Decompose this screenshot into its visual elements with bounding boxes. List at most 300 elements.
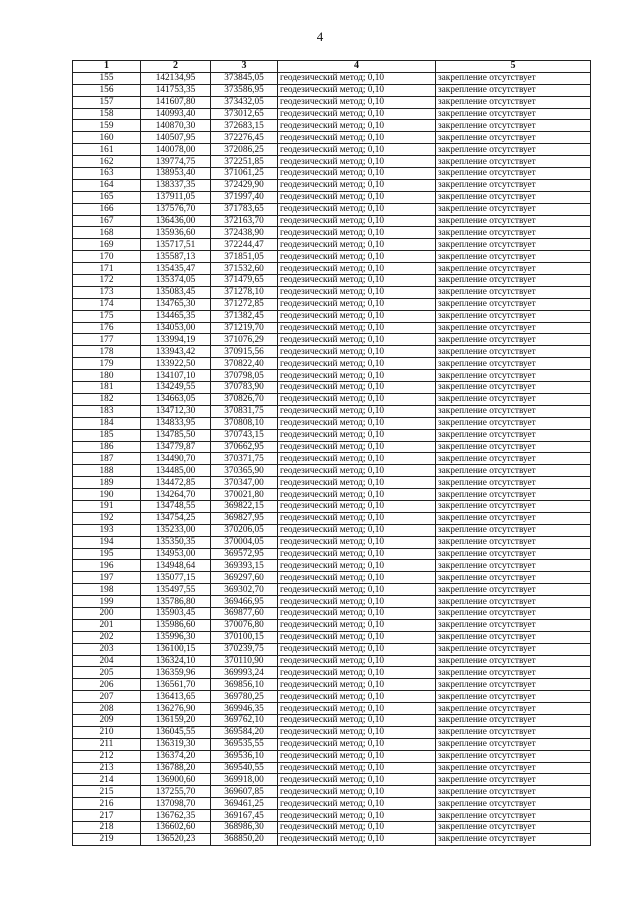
y-coordinate-cell: 369167,45	[211, 810, 278, 822]
point-number-cell: 218	[73, 822, 141, 834]
point-number-cell: 206	[73, 679, 141, 691]
method-cell: геодезический метод; 0,10	[278, 203, 436, 215]
method-cell: геодезический метод; 0,10	[278, 108, 436, 120]
method-cell: геодезический метод; 0,10	[278, 72, 436, 84]
description-cell: закрепление отсутствует	[436, 286, 591, 298]
table-row	[73, 108, 591, 120]
description-cell: закрепление отсутствует	[436, 489, 591, 501]
description-cell: закрепление отсутствует	[436, 334, 591, 346]
y-coordinate-cell: 369822,15	[211, 500, 278, 512]
y-coordinate-cell: 369466,95	[211, 596, 278, 608]
description-cell: закрепление отсутствует	[436, 441, 591, 453]
point-number-cell: 169	[73, 239, 141, 251]
y-coordinate-cell: 370371,75	[211, 453, 278, 465]
table-row	[73, 168, 591, 180]
table-row	[73, 84, 591, 96]
point-number-cell: 178	[73, 346, 141, 358]
table-row	[73, 536, 591, 548]
description-cell: закрепление отсутствует	[436, 786, 591, 798]
method-cell: геодезический метод; 0,10	[278, 429, 436, 441]
description-cell: закрепление отсутствует	[436, 607, 591, 619]
table-row	[73, 750, 591, 762]
header-col-4: 4	[278, 61, 436, 73]
x-coordinate-cell: 135587,13	[141, 251, 211, 263]
method-cell: геодезический метод; 0,10	[278, 239, 436, 251]
table-row	[73, 263, 591, 275]
table-row	[73, 310, 591, 322]
y-coordinate-cell: 371997,40	[211, 191, 278, 203]
table-row	[73, 667, 591, 679]
y-coordinate-cell: 372244,47	[211, 239, 278, 251]
x-coordinate-cell: 136324,10	[141, 655, 211, 667]
description-cell: закрепление отсутствует	[436, 691, 591, 703]
point-number-cell: 194	[73, 536, 141, 548]
method-cell: геодезический метод; 0,10	[278, 738, 436, 750]
method-cell: геодезический метод; 0,10	[278, 298, 436, 310]
description-cell: закрепление отсутствует	[436, 227, 591, 239]
x-coordinate-cell: 134053,00	[141, 322, 211, 334]
point-number-cell: 204	[73, 655, 141, 667]
point-number-cell: 157	[73, 96, 141, 108]
method-cell: геодезический метод; 0,10	[278, 489, 436, 501]
method-cell: геодезический метод; 0,10	[278, 607, 436, 619]
x-coordinate-cell: 136561,70	[141, 679, 211, 691]
x-coordinate-cell: 134748,55	[141, 500, 211, 512]
y-coordinate-cell: 369856,10	[211, 679, 278, 691]
method-cell: геодезический метод; 0,10	[278, 215, 436, 227]
x-coordinate-cell: 136319,30	[141, 738, 211, 750]
table-row	[73, 441, 591, 453]
y-coordinate-cell: 369780,25	[211, 691, 278, 703]
method-cell: геодезический метод; 0,10	[278, 382, 436, 394]
table-header	[73, 61, 591, 73]
table-row	[73, 774, 591, 786]
y-coordinate-cell: 371532,60	[211, 263, 278, 275]
y-coordinate-cell: 369572,95	[211, 548, 278, 560]
description-cell: закрепление отсутствует	[436, 84, 591, 96]
table-row	[73, 810, 591, 822]
point-number-cell: 177	[73, 334, 141, 346]
description-cell: закрепление отсутствует	[436, 560, 591, 572]
y-coordinate-cell: 369946,35	[211, 703, 278, 715]
point-number-cell: 195	[73, 548, 141, 560]
method-cell: геодезический метод; 0,10	[278, 263, 436, 275]
description-cell: закрепление отсутствует	[436, 524, 591, 536]
method-cell: геодезический метод; 0,10	[278, 84, 436, 96]
method-cell: геодезический метод; 0,10	[278, 572, 436, 584]
y-coordinate-cell: 369393,15	[211, 560, 278, 572]
description-cell: закрепление отсутствует	[436, 275, 591, 287]
method-cell: геодезический метод; 0,10	[278, 393, 436, 405]
y-coordinate-cell: 372086,25	[211, 144, 278, 156]
method-cell: геодезический метод; 0,10	[278, 132, 436, 144]
x-coordinate-cell: 135435,47	[141, 263, 211, 275]
table-row	[73, 560, 591, 572]
y-coordinate-cell: 369584,20	[211, 726, 278, 738]
description-cell: закрепление отсутствует	[436, 358, 591, 370]
method-cell: геодезический метод; 0,10	[278, 512, 436, 524]
method-cell: геодезический метод; 0,10	[278, 251, 436, 263]
y-coordinate-cell: 368850,20	[211, 833, 278, 845]
method-cell: геодезический метод; 0,10	[278, 703, 436, 715]
y-coordinate-cell: 370822,40	[211, 358, 278, 370]
table-row	[73, 822, 591, 834]
x-coordinate-cell: 134249,55	[141, 382, 211, 394]
description-cell: закрепление отсутствует	[436, 726, 591, 738]
table-row	[73, 524, 591, 536]
y-coordinate-cell: 370915,56	[211, 346, 278, 358]
description-cell: закрепление отсутствует	[436, 548, 591, 560]
method-cell: геодезический метод; 0,10	[278, 275, 436, 287]
table-row	[73, 714, 591, 726]
method-cell: геодезический метод; 0,10	[278, 667, 436, 679]
y-coordinate-cell: 370831,75	[211, 405, 278, 417]
method-cell: геодезический метод; 0,10	[278, 286, 436, 298]
description-cell: закрепление отсутствует	[436, 714, 591, 726]
method-cell: геодезический метод; 0,10	[278, 798, 436, 810]
description-cell: закрепление отсутствует	[436, 453, 591, 465]
point-number-cell: 167	[73, 215, 141, 227]
table-row	[73, 548, 591, 560]
x-coordinate-cell: 138337,35	[141, 179, 211, 191]
x-coordinate-cell: 136436,00	[141, 215, 211, 227]
point-number-cell: 210	[73, 726, 141, 738]
y-coordinate-cell: 373586,95	[211, 84, 278, 96]
x-coordinate-cell: 134264,70	[141, 489, 211, 501]
method-cell: геодезический метод; 0,10	[278, 762, 436, 774]
y-coordinate-cell: 368986,30	[211, 822, 278, 834]
description-cell: закрепление отсутствует	[436, 619, 591, 631]
point-number-cell: 216	[73, 798, 141, 810]
description-cell: закрепление отсутствует	[436, 179, 591, 191]
x-coordinate-cell: 136374,20	[141, 750, 211, 762]
point-number-cell: 171	[73, 263, 141, 275]
description-cell: закрепление отсутствует	[436, 429, 591, 441]
y-coordinate-cell: 369993,24	[211, 667, 278, 679]
method-cell: геодезический метод; 0,10	[278, 453, 436, 465]
method-cell: геодезический метод; 0,10	[278, 500, 436, 512]
table-row	[73, 227, 591, 239]
description-cell: закрепление отсутствует	[436, 679, 591, 691]
x-coordinate-cell: 136762,35	[141, 810, 211, 822]
method-cell: геодезический метод; 0,10	[278, 619, 436, 631]
table-row	[73, 703, 591, 715]
table-row	[73, 417, 591, 429]
description-cell: закрепление отсутствует	[436, 346, 591, 358]
table-row	[73, 120, 591, 132]
description-cell: закрепление отсутствует	[436, 156, 591, 168]
x-coordinate-cell: 137098,70	[141, 798, 211, 810]
header-col-5: 5	[436, 61, 591, 73]
description-cell: закрепление отсутствует	[436, 108, 591, 120]
table-row	[73, 619, 591, 631]
description-cell: закрепление отсутствует	[436, 596, 591, 608]
point-number-cell: 185	[73, 429, 141, 441]
y-coordinate-cell: 371783,65	[211, 203, 278, 215]
x-coordinate-cell: 140870,30	[141, 120, 211, 132]
point-number-cell: 174	[73, 298, 141, 310]
point-number-cell: 161	[73, 144, 141, 156]
table-row	[73, 762, 591, 774]
x-coordinate-cell: 137911,05	[141, 191, 211, 203]
method-cell: геодезический метод; 0,10	[278, 370, 436, 382]
x-coordinate-cell: 136045,55	[141, 726, 211, 738]
method-cell: геодезический метод; 0,10	[278, 560, 436, 572]
method-cell: геодезический метод; 0,10	[278, 227, 436, 239]
method-cell: геодезический метод; 0,10	[278, 548, 436, 560]
description-cell: закрепление отсутствует	[436, 822, 591, 834]
method-cell: геодезический метод; 0,10	[278, 643, 436, 655]
header-col-1: 1	[73, 61, 141, 73]
table-row	[73, 631, 591, 643]
y-coordinate-cell: 370826,70	[211, 393, 278, 405]
description-cell: закрепление отсутствует	[436, 382, 591, 394]
y-coordinate-cell: 371076,29	[211, 334, 278, 346]
y-coordinate-cell: 369918,00	[211, 774, 278, 786]
table-row	[73, 239, 591, 251]
point-number-cell: 168	[73, 227, 141, 239]
table-row	[73, 179, 591, 191]
y-coordinate-cell: 373845,05	[211, 72, 278, 84]
point-number-cell: 199	[73, 596, 141, 608]
point-number-cell: 156	[73, 84, 141, 96]
point-number-cell: 202	[73, 631, 141, 643]
x-coordinate-cell: 134465,35	[141, 310, 211, 322]
x-coordinate-cell: 133922,50	[141, 358, 211, 370]
y-coordinate-cell: 372251,85	[211, 156, 278, 168]
description-cell: закрепление отсутствует	[436, 750, 591, 762]
table-row	[73, 203, 591, 215]
table-row	[73, 156, 591, 168]
x-coordinate-cell: 134485,00	[141, 465, 211, 477]
point-number-cell: 203	[73, 643, 141, 655]
description-cell: закрепление отсутствует	[436, 168, 591, 180]
description-cell: закрепление отсутствует	[436, 500, 591, 512]
point-number-cell: 186	[73, 441, 141, 453]
y-coordinate-cell: 373012,65	[211, 108, 278, 120]
table-row	[73, 833, 591, 845]
description-cell: закрепление отсутствует	[436, 120, 591, 132]
y-coordinate-cell: 369827,95	[211, 512, 278, 524]
x-coordinate-cell: 136359,96	[141, 667, 211, 679]
description-cell: закрепление отсутствует	[436, 477, 591, 489]
table-row	[73, 191, 591, 203]
y-coordinate-cell: 370662,95	[211, 441, 278, 453]
y-coordinate-cell: 370076,80	[211, 619, 278, 631]
table-row	[73, 512, 591, 524]
x-coordinate-cell: 136520,23	[141, 833, 211, 845]
x-coordinate-cell: 135717,51	[141, 239, 211, 251]
point-number-cell: 158	[73, 108, 141, 120]
x-coordinate-cell: 136159,20	[141, 714, 211, 726]
point-number-cell: 165	[73, 191, 141, 203]
x-coordinate-cell: 134833,95	[141, 417, 211, 429]
method-cell: геодезический метод; 0,10	[278, 750, 436, 762]
method-cell: геодезический метод; 0,10	[278, 833, 436, 845]
description-cell: закрепление отсутствует	[436, 810, 591, 822]
point-number-cell: 205	[73, 667, 141, 679]
x-coordinate-cell: 137576,70	[141, 203, 211, 215]
point-number-cell: 213	[73, 762, 141, 774]
table-row	[73, 798, 591, 810]
table-row	[73, 477, 591, 489]
table-row	[73, 584, 591, 596]
description-cell: закрепление отсутствует	[436, 572, 591, 584]
coordinates-table	[72, 60, 591, 846]
description-cell: закрепление отсутствует	[436, 239, 591, 251]
point-number-cell: 183	[73, 405, 141, 417]
point-number-cell: 193	[73, 524, 141, 536]
method-cell: геодезический метод; 0,10	[278, 465, 436, 477]
table-body	[73, 72, 591, 845]
y-coordinate-cell: 370021,80	[211, 489, 278, 501]
method-cell: геодезический метод; 0,10	[278, 524, 436, 536]
description-cell: закрепление отсутствует	[436, 263, 591, 275]
description-cell: закрепление отсутствует	[436, 310, 591, 322]
table-row	[73, 572, 591, 584]
table-row	[73, 453, 591, 465]
x-coordinate-cell: 140993,40	[141, 108, 211, 120]
point-number-cell: 155	[73, 72, 141, 84]
table-row	[73, 72, 591, 84]
y-coordinate-cell: 371382,45	[211, 310, 278, 322]
method-cell: геодезический метод; 0,10	[278, 584, 436, 596]
method-cell: геодезический метод; 0,10	[278, 536, 436, 548]
method-cell: геодезический метод; 0,10	[278, 144, 436, 156]
description-cell: закрепление отсутствует	[436, 762, 591, 774]
method-cell: геодезический метод; 0,10	[278, 774, 436, 786]
x-coordinate-cell: 134490,70	[141, 453, 211, 465]
description-cell: закрепление отсутствует	[436, 203, 591, 215]
x-coordinate-cell: 136602,60	[141, 822, 211, 834]
point-number-cell: 192	[73, 512, 141, 524]
description-cell: закрепление отсутствует	[436, 655, 591, 667]
point-number-cell: 207	[73, 691, 141, 703]
point-number-cell: 180	[73, 370, 141, 382]
y-coordinate-cell: 370783,90	[211, 382, 278, 394]
x-coordinate-cell: 141607,80	[141, 96, 211, 108]
description-cell: закрепление отсутствует	[436, 667, 591, 679]
table-row	[73, 489, 591, 501]
y-coordinate-cell: 371479,65	[211, 275, 278, 287]
description-cell: закрепление отсутствует	[436, 191, 591, 203]
method-cell: геодезический метод; 0,10	[278, 346, 436, 358]
table-row	[73, 465, 591, 477]
point-number-cell: 160	[73, 132, 141, 144]
y-coordinate-cell: 370004,05	[211, 536, 278, 548]
description-cell: закрепление отсутствует	[436, 798, 591, 810]
x-coordinate-cell: 141753,35	[141, 84, 211, 96]
x-coordinate-cell: 133994,19	[141, 334, 211, 346]
x-coordinate-cell: 135903,45	[141, 607, 211, 619]
page-number: 4	[316, 29, 324, 44]
description-cell: закрепление отсутствует	[436, 833, 591, 845]
point-number-cell: 172	[73, 275, 141, 287]
y-coordinate-cell: 369461,25	[211, 798, 278, 810]
method-cell: геодезический метод; 0,10	[278, 810, 436, 822]
description-cell: закрепление отсутствует	[436, 584, 591, 596]
x-coordinate-cell: 140507,95	[141, 132, 211, 144]
table-row	[73, 322, 591, 334]
description-cell: закрепление отсутствует	[436, 512, 591, 524]
table-row	[73, 643, 591, 655]
x-coordinate-cell: 134785,50	[141, 429, 211, 441]
point-number-cell: 212	[73, 750, 141, 762]
point-number-cell: 166	[73, 203, 141, 215]
x-coordinate-cell: 138953,40	[141, 168, 211, 180]
y-coordinate-cell: 372683,15	[211, 120, 278, 132]
table-row	[73, 275, 591, 287]
description-cell: закрепление отсутствует	[436, 96, 591, 108]
method-cell: геодезический метод; 0,10	[278, 310, 436, 322]
y-coordinate-cell: 370206,05	[211, 524, 278, 536]
header-col-2: 2	[141, 61, 211, 73]
description-cell: закрепление отсутствует	[436, 738, 591, 750]
point-number-cell: 198	[73, 584, 141, 596]
y-coordinate-cell: 372438,90	[211, 227, 278, 239]
method-cell: геодезический метод; 0,10	[278, 322, 436, 334]
y-coordinate-cell: 370743,15	[211, 429, 278, 441]
point-number-cell: 159	[73, 120, 141, 132]
y-coordinate-cell: 369536,10	[211, 750, 278, 762]
x-coordinate-cell: 135083,45	[141, 286, 211, 298]
method-cell: геодезический метод; 0,10	[278, 156, 436, 168]
point-number-cell: 170	[73, 251, 141, 263]
y-coordinate-cell: 371219,70	[211, 322, 278, 334]
description-cell: закрепление отсутствует	[436, 703, 591, 715]
description-cell: закрепление отсутствует	[436, 370, 591, 382]
point-number-cell: 187	[73, 453, 141, 465]
table-row	[73, 370, 591, 382]
point-number-cell: 173	[73, 286, 141, 298]
y-coordinate-cell: 370100,15	[211, 631, 278, 643]
table-row	[73, 393, 591, 405]
x-coordinate-cell: 134779,87	[141, 441, 211, 453]
y-coordinate-cell: 370808,10	[211, 417, 278, 429]
point-number-cell: 214	[73, 774, 141, 786]
point-number-cell: 184	[73, 417, 141, 429]
y-coordinate-cell: 369877,60	[211, 607, 278, 619]
y-coordinate-cell: 369297,60	[211, 572, 278, 584]
x-coordinate-cell: 133943,42	[141, 346, 211, 358]
method-cell: геодезический метод; 0,10	[278, 441, 436, 453]
point-number-cell: 164	[73, 179, 141, 191]
x-coordinate-cell: 135986,60	[141, 619, 211, 631]
table-row	[73, 738, 591, 750]
point-number-cell: 176	[73, 322, 141, 334]
method-cell: геодезический метод; 0,10	[278, 631, 436, 643]
point-number-cell: 162	[73, 156, 141, 168]
point-number-cell: 201	[73, 619, 141, 631]
x-coordinate-cell: 135077,15	[141, 572, 211, 584]
table-row	[73, 726, 591, 738]
x-coordinate-cell: 134663,05	[141, 393, 211, 405]
description-cell: закрепление отсутствует	[436, 631, 591, 643]
method-cell: геодезический метод; 0,10	[278, 334, 436, 346]
description-cell: закрепление отсутствует	[436, 215, 591, 227]
y-coordinate-cell: 369540,55	[211, 762, 278, 774]
x-coordinate-cell: 135996,30	[141, 631, 211, 643]
x-coordinate-cell: 142134,95	[141, 72, 211, 84]
point-number-cell: 208	[73, 703, 141, 715]
y-coordinate-cell: 370239,75	[211, 643, 278, 655]
point-number-cell: 196	[73, 560, 141, 572]
point-number-cell: 163	[73, 168, 141, 180]
table-row	[73, 607, 591, 619]
description-cell: закрепление отсутствует	[436, 251, 591, 263]
y-coordinate-cell: 369762,10	[211, 714, 278, 726]
table-row	[73, 298, 591, 310]
